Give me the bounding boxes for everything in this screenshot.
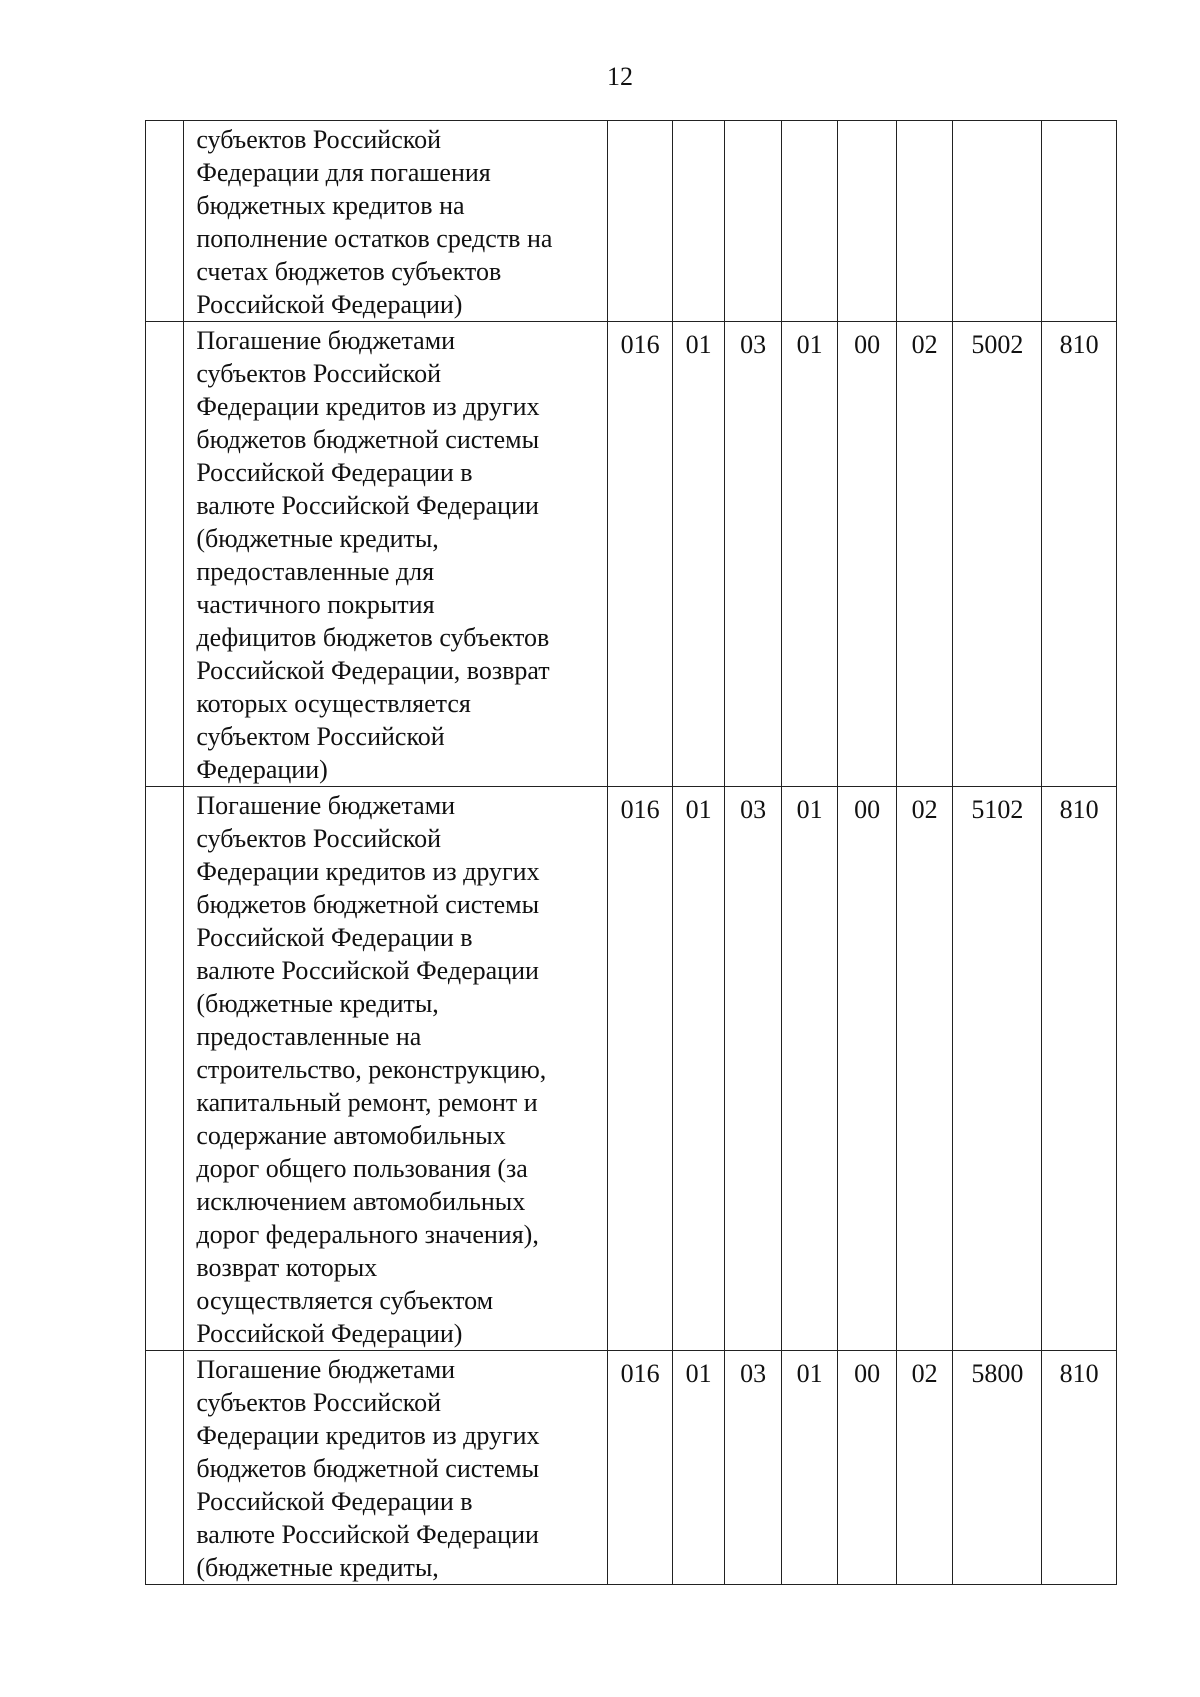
- subarticle-code-cell: 00: [838, 787, 897, 1351]
- program-code-cell: [953, 121, 1042, 322]
- subgroup-code-cell: [725, 121, 782, 322]
- group-code-cell: 01: [672, 787, 724, 1351]
- row-description: Погашение бюджетами субъектов Российской Федерации кредитов из других бюджетов бюджетной системы Российской Федерации в валюте Российской Федерации (бюджетные кредиты, предоставленные на строительство, реконструкцию, капитальный ремонт, ремонт и содержание автомобильных дорог общего пользования (за исключением автомобильных дорог федерального значения), возврат которых осуществляется субъектом Российской Федерации): [196, 791, 547, 1348]
- description-cell: [184, 322, 608, 787]
- description-cell: [184, 1351, 608, 1585]
- description-cell: [184, 121, 608, 322]
- row-description: Погашение бюджетами субъектов Российской Федерации кредитов из других бюджетов бюджетной системы Российской Федерации в валюте Российской Федерации (бюджетные кредиты,: [196, 1355, 540, 1582]
- article-code-cell: 01: [781, 787, 838, 1351]
- table-row: [146, 121, 1117, 322]
- page-number: 12: [607, 62, 633, 91]
- program-code-cell: 5800: [953, 1351, 1042, 1585]
- subarticle-code-cell: 00: [838, 1351, 897, 1585]
- kosgu-code-cell: [1042, 121, 1117, 322]
- admin-code-cell: 016: [608, 322, 673, 787]
- description-cell: [184, 787, 608, 1351]
- article-code-cell: 01: [781, 322, 838, 787]
- budget-classification-table: [145, 120, 1117, 1585]
- program-code-cell: 5102: [953, 787, 1042, 1351]
- program-code-cell: 5002: [953, 322, 1042, 787]
- article-code-cell: 01: [781, 1351, 838, 1585]
- table-row: [146, 787, 1117, 1351]
- element-code-cell: [896, 121, 953, 322]
- row-description: Погашение бюджетами субъектов Российской Федерации кредитов из других бюджетов бюджетной системы Российской Федерации в валюте Российской Федерации (бюджетные кредиты, предоставленные для частичного покрытия дефицитов бюджетов субъектов Российской Федерации, возврат которых осуществляется субъектом Российской Федерации): [196, 326, 550, 784]
- row-description: субъектов Российской Федерации для погашения бюджетных кредитов на пополнение остатков средств на счетах бюджетов субъектов Российской Федерации): [196, 125, 553, 319]
- admin-code-cell: 016: [608, 787, 673, 1351]
- group-code-cell: 01: [672, 1351, 724, 1585]
- kosgu-code-cell: 810: [1042, 1351, 1117, 1585]
- element-code-cell: 02: [896, 322, 953, 787]
- element-code-cell: 02: [896, 1351, 953, 1585]
- admin-code-cell: 016: [608, 1351, 673, 1585]
- kosgu-code-cell: 810: [1042, 787, 1117, 1351]
- row-number-cell: [146, 121, 184, 322]
- subgroup-code-cell: 03: [725, 1351, 782, 1585]
- article-code-cell: [781, 121, 838, 322]
- admin-code-cell: [608, 121, 673, 322]
- element-code-cell: 02: [896, 787, 953, 1351]
- table-row: [146, 322, 1117, 787]
- row-number-cell: [146, 787, 184, 1351]
- group-code-cell: 01: [672, 322, 724, 787]
- subgroup-code-cell: 03: [725, 322, 782, 787]
- subarticle-code-cell: [838, 121, 897, 322]
- subgroup-code-cell: 03: [725, 787, 782, 1351]
- table-row: [146, 1351, 1117, 1585]
- kosgu-code-cell: 810: [1042, 322, 1117, 787]
- row-number-cell: [146, 1351, 184, 1585]
- group-code-cell: [672, 121, 724, 322]
- row-number-cell: [146, 322, 184, 787]
- subarticle-code-cell: 00: [838, 322, 897, 787]
